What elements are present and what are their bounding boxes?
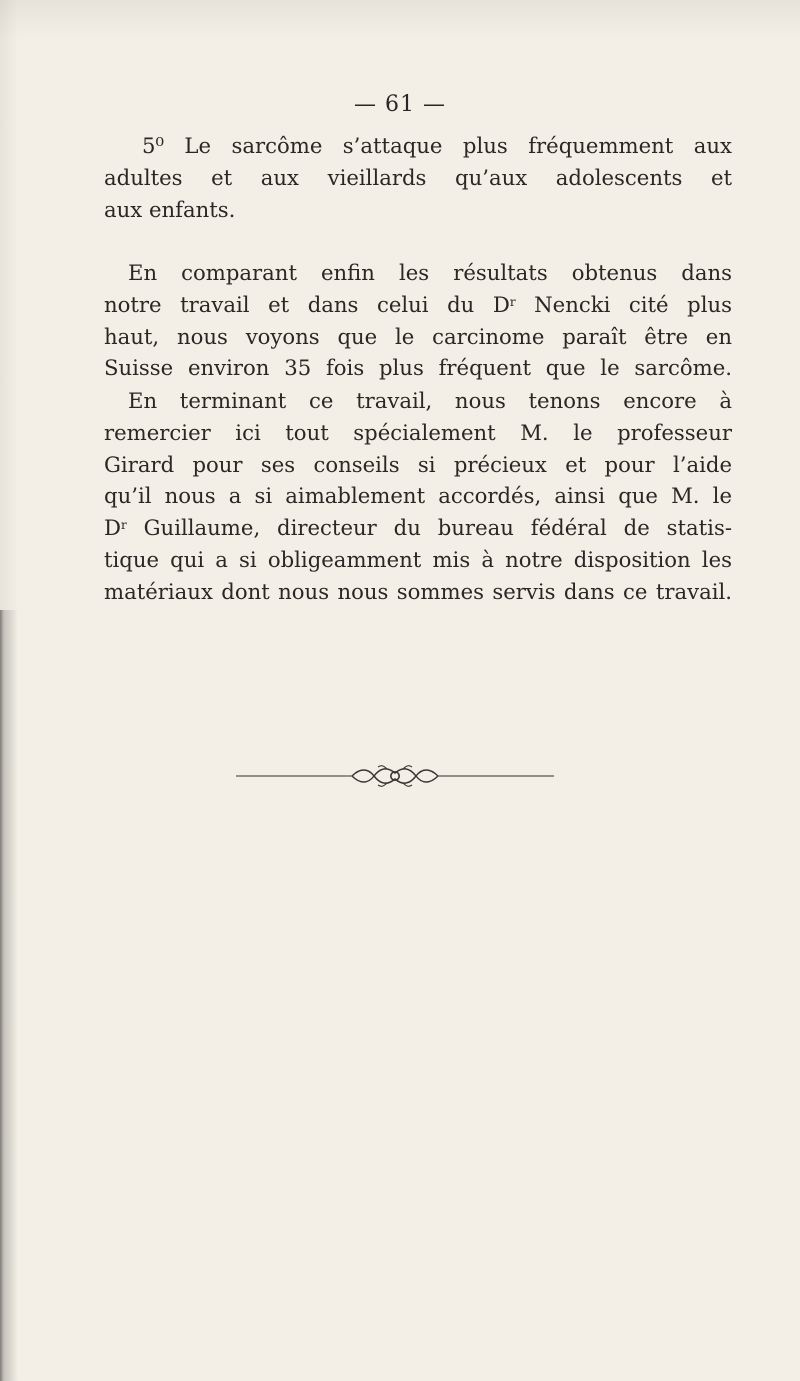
paragraph-1 bbox=[104, 130, 732, 225]
binding-shadow bbox=[0, 610, 18, 1381]
paragraph-2-line-2-prefix: notre travail et dans celui du D bbox=[104, 291, 510, 317]
paragraph-3-line-5-prefix: D bbox=[104, 515, 121, 541]
paragraph-3-line-5 bbox=[104, 512, 732, 544]
paragraph-2-line-4: Suisse environ 35 fois plus fréquent que le sarcôme. bbox=[104, 355, 732, 381]
paragraph-1-line-3: aux enfants. bbox=[104, 196, 236, 222]
paragraph-3-line-1: En terminant ce travail, nous tenons encore à bbox=[128, 388, 732, 413]
paragraph-2-line-2 bbox=[104, 289, 732, 321]
paragraph-1-line-1: 5⁰ Le sarcôme s’attaque plus fréquemment aux bbox=[142, 133, 732, 158]
paragraph-3-line-7: matériaux dont nous nous sommes servis dans ce travail. bbox=[104, 578, 732, 604]
paragraph-2-line-2-superscript: r bbox=[509, 294, 516, 309]
paragraph-3-line-4: qu’il nous a si aimablement accordés, ainsi que M. le bbox=[104, 483, 732, 509]
paragraph-3 bbox=[104, 385, 732, 608]
paragraph-3-line-6: tique qui a si obligeamment mis à notre disposition les bbox=[104, 546, 732, 572]
paragraph-2-line-1: En comparant enfin les résultats obtenus dans bbox=[128, 260, 732, 285]
paragraph-3-line-3: Girard pour ses conseils si précieux et pour l’aide bbox=[104, 451, 732, 477]
paragraph-3-line-5-superscript: r bbox=[121, 518, 127, 533]
paragraph-2 bbox=[104, 257, 732, 384]
typographic-ornament-icon bbox=[236, 763, 554, 789]
paragraph-1-line-2: adultes et aux vieillards qu’aux adolescents et bbox=[104, 164, 732, 190]
paragraph-2-line-3: haut, nous voyons que le carcinome paraît être en bbox=[104, 323, 732, 349]
paragraph-3-line-2: remercier ici tout spécialement M. le professeur bbox=[104, 419, 732, 445]
paragraph-3-line-5-suffix: Guillaume, directeur du bureau fédéral de statis- bbox=[126, 515, 732, 541]
paragraph-2-line-2-suffix: Nencki cité plus bbox=[515, 291, 732, 317]
page-number: — 61 — bbox=[354, 92, 446, 117]
